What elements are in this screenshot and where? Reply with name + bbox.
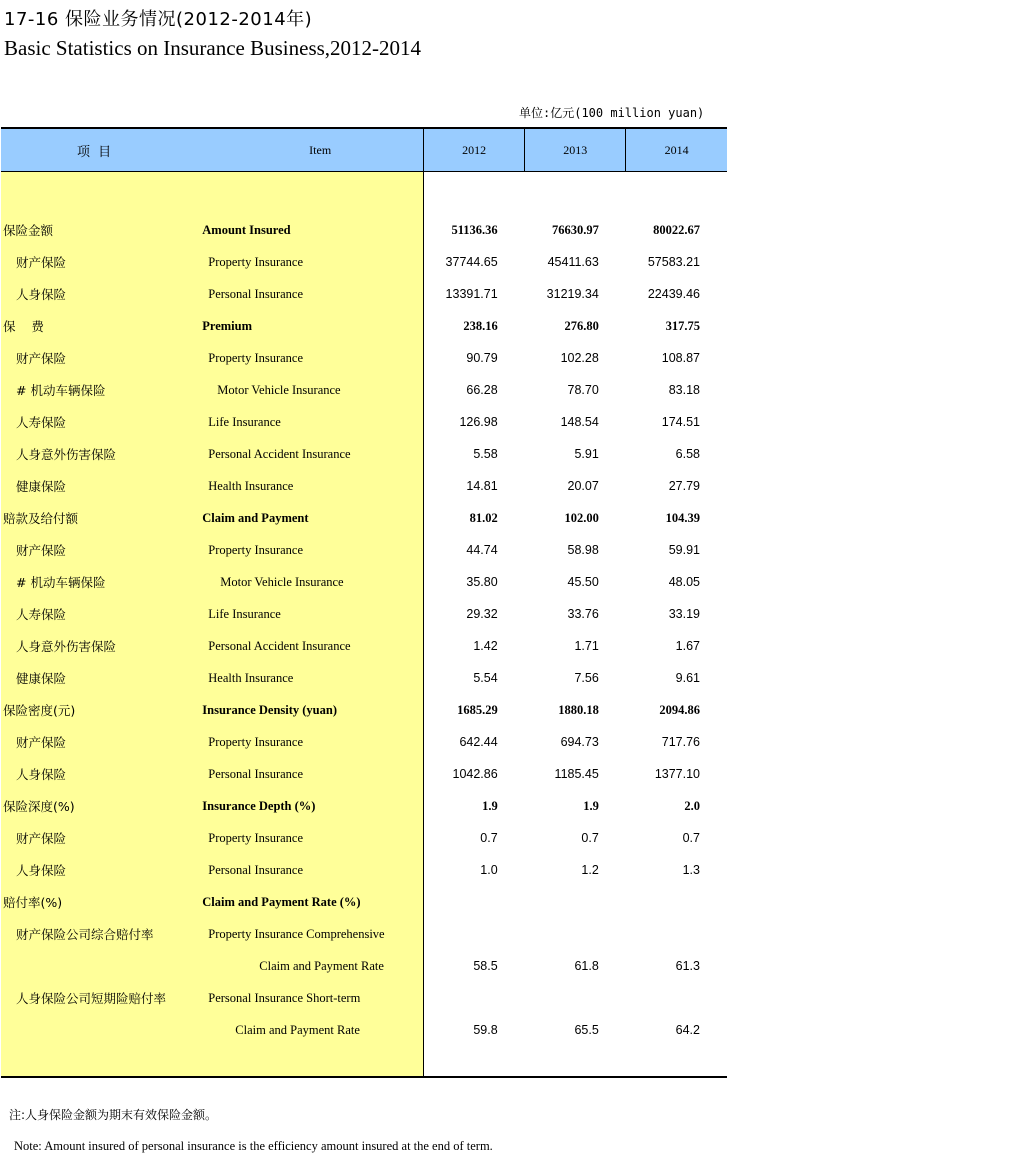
cell-value: 45411.63 xyxy=(547,255,599,269)
row-label-en: Property Insurance xyxy=(197,246,423,278)
cell-value: 48.05 xyxy=(668,575,700,589)
cell-value: 0.7 xyxy=(480,831,498,845)
cell-value: 61.3 xyxy=(675,959,700,973)
row-label-en: Life Insurance xyxy=(197,406,423,438)
row-label-en: Motor Vehicle Insurance xyxy=(197,566,423,598)
cell-value: 44.74 xyxy=(466,543,498,557)
cell-value xyxy=(525,918,626,950)
cell-value: 1.42 xyxy=(473,639,498,653)
header-item-en: Item xyxy=(197,128,423,172)
table-row xyxy=(1,982,727,1014)
table-row xyxy=(1,438,727,470)
row-label-en: Claim and Payment Rate xyxy=(197,1014,423,1046)
row-label-cn: 人身意外伤害保险 xyxy=(1,438,197,470)
row-label-en: Health Insurance xyxy=(197,470,423,502)
table-row xyxy=(1,790,727,822)
cell-value: 58.5 xyxy=(473,959,498,973)
row-label-en: Property Insurance xyxy=(197,342,423,374)
row-label-cn: 保险深度(%) xyxy=(1,790,197,822)
cell-value: 14.81 xyxy=(466,479,498,493)
cell-value xyxy=(424,982,525,1014)
table-row xyxy=(1,534,727,566)
row-label-cn: 健康保险 xyxy=(1,662,197,694)
cell-value: 1377.10 xyxy=(654,767,700,781)
cell-value xyxy=(424,886,525,918)
table-row xyxy=(1,278,727,310)
row-label-en: Personal Insurance xyxy=(197,278,423,310)
cell-value: 5.54 xyxy=(473,671,498,685)
cell-value: 1880.18 xyxy=(558,702,599,717)
table-row xyxy=(1,758,727,790)
row-label-en: Health Insurance xyxy=(197,662,423,694)
row-label-en: Personal Insurance xyxy=(197,854,423,886)
cell-value xyxy=(525,982,626,1014)
row-label-en: Property Insurance Comprehensive xyxy=(197,918,423,950)
cell-value: 102.28 xyxy=(560,351,599,365)
row-label-cn: 保险密度(元) xyxy=(1,694,197,726)
cell-value xyxy=(626,982,727,1014)
row-label-cn xyxy=(1,1014,197,1046)
row-label-cn: 人寿保险 xyxy=(1,406,197,438)
unit-label: 单位:亿元(100 million yuan) xyxy=(519,106,705,120)
cell-value: 58.98 xyxy=(567,543,599,557)
table-row xyxy=(1,918,727,950)
cell-value: 13391.71 xyxy=(445,287,498,301)
header-year: 2014 xyxy=(626,128,727,172)
cell-value: 37744.65 xyxy=(445,255,498,269)
header-year: 2013 xyxy=(525,128,626,172)
table-row xyxy=(1,374,727,406)
row-label-en: Property Insurance xyxy=(197,726,423,758)
cell-value: 0.7 xyxy=(682,831,700,845)
row-label-cn: 财产保险公司综合赔付率 xyxy=(1,918,197,950)
cell-value: 27.79 xyxy=(668,479,700,493)
cell-value: 1.2 xyxy=(581,863,599,877)
table-title-en: Basic Statistics on Insurance Business,2012-2014 xyxy=(4,36,422,60)
row-label-en: Life Insurance xyxy=(197,598,423,630)
cell-value: 1.9 xyxy=(583,798,599,813)
cell-value: 6.58 xyxy=(675,447,700,461)
cell-value: 694.73 xyxy=(560,735,599,749)
row-label-cn: 人身保险 xyxy=(1,758,197,790)
row-label-cn: 财产保险 xyxy=(1,726,197,758)
spacer-row xyxy=(1,172,727,215)
cell-value: 20.07 xyxy=(567,479,599,493)
row-label-cn: 健康保险 xyxy=(1,470,197,502)
row-label-en: Personal Accident Insurance xyxy=(197,438,423,470)
table-title-cn: 17-16 保险业务情况(2012-2014年) xyxy=(4,9,313,30)
cell-value: 31219.34 xyxy=(546,287,599,301)
cell-value: 81.02 xyxy=(469,510,498,525)
cell-value: 1.3 xyxy=(682,863,700,877)
cell-value: 2.0 xyxy=(684,798,700,813)
cell-value: 1042.86 xyxy=(452,767,498,781)
cell-value: 7.56 xyxy=(574,671,599,685)
cell-value: 0.7 xyxy=(581,831,599,845)
cell-value: 1.9 xyxy=(482,798,498,813)
header-year: 2012 xyxy=(424,128,525,172)
row-label-cn: 财产保险 xyxy=(1,534,197,566)
table-row xyxy=(1,406,727,438)
cell-value xyxy=(525,886,626,918)
cell-value: 1.71 xyxy=(574,639,599,653)
cell-value: 126.98 xyxy=(459,415,498,429)
header-item-cn: 项 目 xyxy=(1,128,197,172)
row-label-cn xyxy=(1,950,197,982)
cell-value xyxy=(626,886,727,918)
cell-value: 104.39 xyxy=(665,510,700,525)
row-label-cn: 财产保险 xyxy=(1,822,197,854)
row-label-en: Property Insurance xyxy=(197,534,423,566)
cell-value: 717.76 xyxy=(661,735,700,749)
footnote-en: Note: Amount insured of personal insurance is the efficiency amount insured at the end of term. xyxy=(14,1139,493,1153)
table-row xyxy=(1,854,727,886)
footnote-cn: 注:人身保险金额为期末有效保险金额。 xyxy=(9,1108,218,1122)
cell-value: 33.19 xyxy=(668,607,700,621)
row-label-en: Claim and Payment Rate xyxy=(197,950,423,982)
cell-value: 1685.29 xyxy=(457,702,498,717)
table-header-row xyxy=(1,128,727,172)
cell-value: 642.44 xyxy=(459,735,498,749)
cell-value: 108.87 xyxy=(661,351,700,365)
row-label-cn: 赔付率(%) xyxy=(1,886,197,918)
cell-value: 1.0 xyxy=(480,863,498,877)
cell-value: 9.61 xyxy=(675,671,700,685)
cell-value: 1185.45 xyxy=(554,767,599,781)
table-row xyxy=(1,694,727,726)
table-row xyxy=(1,726,727,758)
cell-value: 45.50 xyxy=(567,575,599,589)
row-label-en: Insurance Depth (%) xyxy=(197,790,423,822)
cell-value: 1.67 xyxy=(675,639,700,653)
cell-value: 78.70 xyxy=(567,383,599,397)
cell-value xyxy=(626,918,727,950)
table-row xyxy=(1,630,727,662)
row-label-cn: 人寿保险 xyxy=(1,598,197,630)
cell-value: 59.8 xyxy=(473,1023,498,1037)
spacer-row xyxy=(1,1046,727,1077)
table-row xyxy=(1,886,727,918)
table-row xyxy=(1,246,727,278)
table-row xyxy=(1,822,727,854)
row-label-cn: 保险金额 xyxy=(1,214,197,246)
row-label-cn: 人身保险公司短期险赔付率 xyxy=(1,982,197,1014)
cell-value xyxy=(424,918,525,950)
cell-value: 51136.36 xyxy=(451,222,498,237)
row-label-en: Insurance Density (yuan) xyxy=(197,694,423,726)
row-label-en: Claim and Payment xyxy=(197,502,423,534)
table-row xyxy=(1,598,727,630)
row-label-en: Claim and Payment Rate (%) xyxy=(197,886,423,918)
cell-value: 65.5 xyxy=(574,1023,599,1037)
row-label-en: Personal Accident Insurance xyxy=(197,630,423,662)
cell-value: 29.32 xyxy=(466,607,498,621)
table-row xyxy=(1,950,727,982)
cell-value: 148.54 xyxy=(560,415,599,429)
cell-value: 2094.86 xyxy=(659,702,700,717)
cell-value: 59.91 xyxy=(668,543,700,557)
row-label-en: Personal Insurance xyxy=(197,758,423,790)
cell-value: 33.76 xyxy=(567,607,599,621)
row-label-en: Premium xyxy=(197,310,423,342)
cell-value: 57583.21 xyxy=(647,255,700,269)
cell-value: 66.28 xyxy=(466,383,498,397)
cell-value: 102.00 xyxy=(564,510,599,525)
row-label-cn: 保 费 xyxy=(1,310,197,342)
table-row xyxy=(1,470,727,502)
table-row xyxy=(1,566,727,598)
cell-value: 83.18 xyxy=(668,383,700,397)
cell-value: 35.80 xyxy=(466,575,498,589)
row-label-cn: 人身保险 xyxy=(1,854,197,886)
cell-value: 76630.97 xyxy=(551,222,599,237)
cell-value: 80022.67 xyxy=(653,222,700,237)
row-label-en: Property Insurance xyxy=(197,822,423,854)
row-label-cn: 人身保险 xyxy=(1,278,197,310)
table-row xyxy=(1,214,727,246)
cell-value: 61.8 xyxy=(574,959,599,973)
table-row xyxy=(1,310,727,342)
row-label-en: Personal Insurance Short-term xyxy=(197,982,423,1014)
row-label-en: Motor Vehicle Insurance xyxy=(197,374,423,406)
row-label-cn: 财产保险 xyxy=(1,342,197,374)
cell-value: 64.2 xyxy=(675,1023,700,1037)
cell-value: 276.80 xyxy=(564,318,599,333)
cell-value: 5.58 xyxy=(473,447,498,461)
row-label-cn: 人身意外伤害保险 xyxy=(1,630,197,662)
statistics-table xyxy=(1,127,727,1078)
cell-value: 174.51 xyxy=(661,415,700,429)
table-row xyxy=(1,662,727,694)
row-label-cn: 赔款及给付额 xyxy=(1,502,197,534)
cell-value: 22439.46 xyxy=(647,287,700,301)
cell-value: 238.16 xyxy=(463,318,498,333)
cell-value: 5.91 xyxy=(574,447,599,461)
table-row xyxy=(1,342,727,374)
row-label-cn: # 机动车辆保险 xyxy=(1,566,197,598)
table-row xyxy=(1,502,727,534)
table-row xyxy=(1,1014,727,1046)
cell-value: 90.79 xyxy=(466,351,498,365)
row-label-cn: 财产保险 xyxy=(1,246,197,278)
row-label-cn: # 机动车辆保险 xyxy=(1,374,197,406)
row-label-en: Amount Insured xyxy=(197,214,423,246)
cell-value: 317.75 xyxy=(665,318,700,333)
